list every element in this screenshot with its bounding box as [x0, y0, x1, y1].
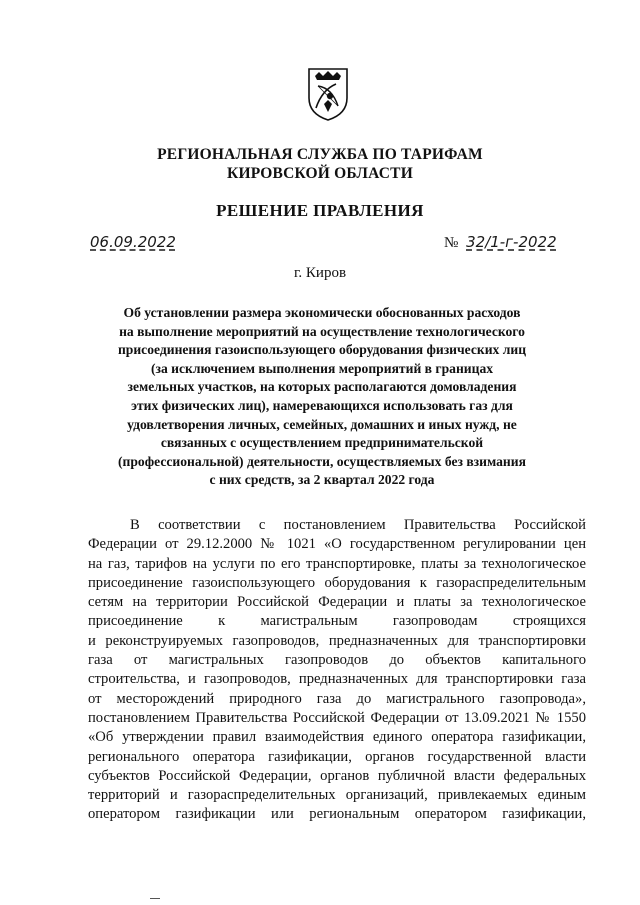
body-paragraph [88, 516, 586, 825]
subject-line: (за исключением выполнения мероприятий в границах [150, 360, 494, 376]
body-line: оператором газификации или региональным оператором газификации, [88, 806, 586, 823]
organization-name-line1: РЕГИОНАЛЬНАЯ СЛУЖБА ПО ТАРИФАМ [157, 146, 483, 163]
subject-line: земельных участков, на которых располагаются домовладения [127, 379, 517, 395]
document-number: 32/1-г-2022 [466, 233, 557, 251]
body-line: присоединение газоиспользующего оборудования к газораспределительным [88, 574, 586, 591]
organization-name-line2: КИРОВСКОЙ ОБЛАСТИ [227, 165, 413, 182]
body-line: от месторождений природного газа до магистрального газопровода», [88, 690, 586, 707]
body-line: и реконструируемых газопроводов, предназначенных для транспортировки [88, 632, 586, 649]
subject-line: удовлетворения личных, семейных, домашних и иных нужд, не [127, 416, 517, 432]
body-line: газа от магистральных газопроводов до объектов капитального [88, 652, 586, 669]
kirov-coat-of-arms-icon [306, 66, 350, 122]
body-line: постановлением Правительства Российской Федерации от 13.09.2021 № 1550 [88, 709, 586, 726]
body-line: регионального оператора газификации, органов государственной власти [88, 748, 586, 765]
subject-line: этих физических лиц), намеревающихся использовать газ для [131, 397, 513, 413]
subject-line: связанных с осуществлением предпринимательской [160, 435, 484, 451]
document-type-title: РЕШЕНИЕ ПРАВЛЕНИЯ [216, 201, 424, 220]
body-line: «Об утверждении правил взаимодействия единого оператора газификации, [88, 729, 586, 746]
page-edge-mark [150, 898, 160, 899]
subject-line: с них средств, за 2 квартал 2022 года [209, 472, 435, 488]
body-line: Федерации от 29.12.2000 № 1021 «О государственном регулировании цен [88, 536, 586, 553]
body-line: строительства, и газопроводов, предназначенных для транспортировки газа [88, 671, 586, 688]
subject-line: присоединения газоиспользующего оборудования физических лиц [117, 342, 527, 358]
number-label: № [444, 235, 459, 251]
body-line: присоединение к магистральным газопроводам строящихся [88, 613, 586, 630]
body-line: территорий и газораспределительных организаций, привлекаемых единым [88, 787, 586, 804]
body-line: на газ, тарифов на услуги по его транспортировке, платы за технологическое [88, 555, 586, 572]
subject-line: Об установлении размера экономически обоснованных расходов [123, 305, 521, 320]
city: г. Киров [293, 265, 347, 281]
body-line: В соответствии с постановлением Правительства Российской [130, 517, 586, 533]
body-line: субъектов Российской Федерации, органов публичной власти федеральных [88, 767, 586, 784]
body-line: сетям на территории Российской Федерации и платы за технологическое [88, 594, 586, 611]
document-subject [112, 304, 532, 490]
document-number-block [444, 233, 557, 252]
subject-line: на выполнение мероприятий на осуществление технологического [119, 323, 525, 339]
document-date: 06.09.2022 [90, 233, 176, 251]
subject-line: (профессиональной) деятельности, осуществляемых без взимания [118, 453, 526, 469]
